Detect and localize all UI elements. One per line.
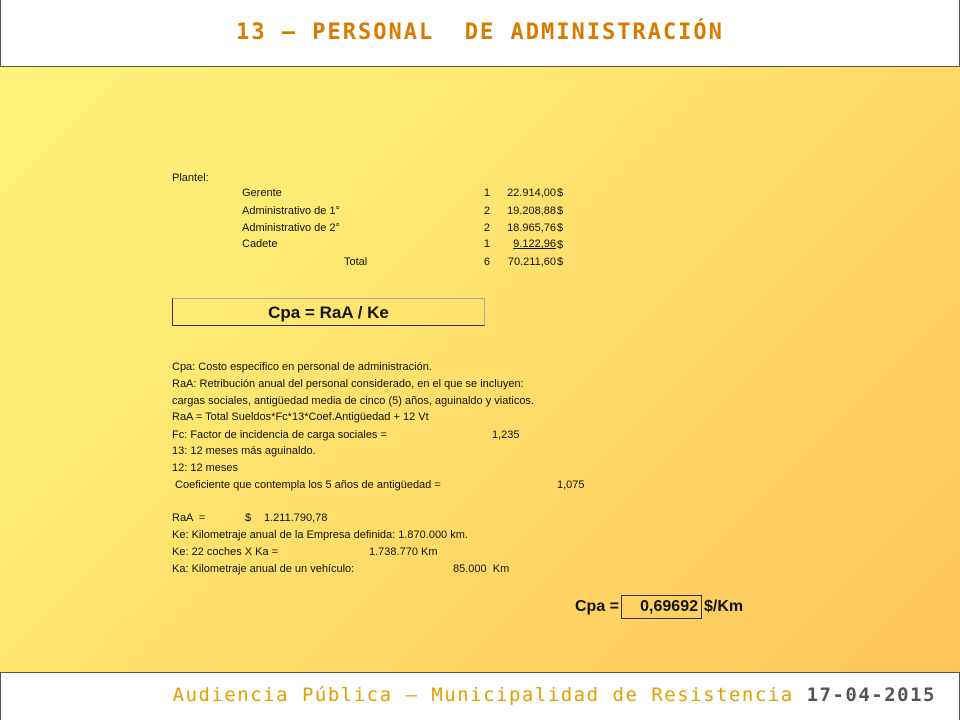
row-currency: $ — [557, 239, 564, 251]
footer — [173, 684, 936, 706]
note-line: Cpa: Costo especifico en personal de administración. — [172, 361, 432, 373]
raa-value: 1.211.790,78 — [264, 512, 328, 524]
note-line: 12: 12 meses — [172, 462, 239, 474]
total-amount: 70.211,60 — [507, 256, 556, 268]
slide-title: 13 – PERSONAL DE ADMINISTRACIÓN — [236, 20, 724, 45]
ke-definition: Ke: Kilometraje anual de la Empresa definida: 1.870.000 km. — [172, 529, 468, 541]
row-amount: 18.965,76 — [507, 222, 556, 234]
ka-value: 85.000 Km — [453, 563, 510, 575]
result-label: Cpa = — [575, 598, 620, 615]
result-unit: $/Km — [704, 598, 744, 615]
row-qty: 1 — [483, 238, 490, 250]
total-label: Total — [344, 256, 368, 268]
fc-label: Fc: Factor de incidencia de carga sociales = — [172, 429, 387, 441]
plantel-label: Plantel: — [172, 172, 209, 184]
footer-date: 17-04-2015 — [806, 684, 936, 706]
row-currency: $ — [557, 205, 564, 217]
fc-value: 1,235 — [492, 429, 520, 441]
row-name: Administrativo de 2° — [242, 222, 340, 234]
raa-label: RaA = — [172, 512, 206, 524]
total-qty: 6 — [483, 256, 490, 268]
row-name: Administrativo de 1° — [242, 205, 340, 217]
result-value: 0,69692 — [621, 595, 702, 619]
row-amount: 22.914,00 — [507, 187, 556, 199]
formula-box: Cpa = RaA / Ke — [172, 298, 485, 326]
ka-label: Ka: Kilometraje anual de un vehículo: — [172, 563, 355, 575]
raa-currency: $ — [245, 512, 252, 524]
ke-calc-label: Ke: 22 coches X Ka = — [172, 546, 279, 558]
row-qty: 1 — [483, 187, 490, 199]
row-amount: 9.122,96 — [513, 238, 556, 250]
footer-caption: Audiencia Pública – Municipalidad de Resistencia — [172, 684, 794, 706]
row-currency: $ — [557, 187, 564, 199]
note-line: cargas sociales, antigüedad media de cinco (5) años, aguinaldo y viaticos. — [172, 395, 534, 407]
row-qty: 2 — [483, 222, 490, 234]
note-line: RaA: Retribución anual del personal considerado, en el que se incluyen: — [172, 378, 524, 390]
row-name: Cadete — [242, 238, 278, 250]
note-line: 13: 12 meses más aguinaldo. — [172, 445, 316, 457]
row-amount: 19.208,88 — [507, 205, 556, 217]
row-currency: $ — [557, 222, 564, 234]
coef-label: Coeficiente que contempla los 5 años de antigüedad = — [172, 479, 441, 491]
total-currency: $ — [557, 256, 564, 268]
ke-calc-value: 1.738.770 Km — [369, 546, 438, 558]
row-name: Gerente — [242, 187, 282, 199]
coef-value: 1,075 — [557, 479, 585, 491]
row-qty: 2 — [483, 205, 490, 217]
note-line: RaA = Total Sueldos*Fc*13*Coef.Antigüedad + 12 Vt — [172, 411, 429, 423]
